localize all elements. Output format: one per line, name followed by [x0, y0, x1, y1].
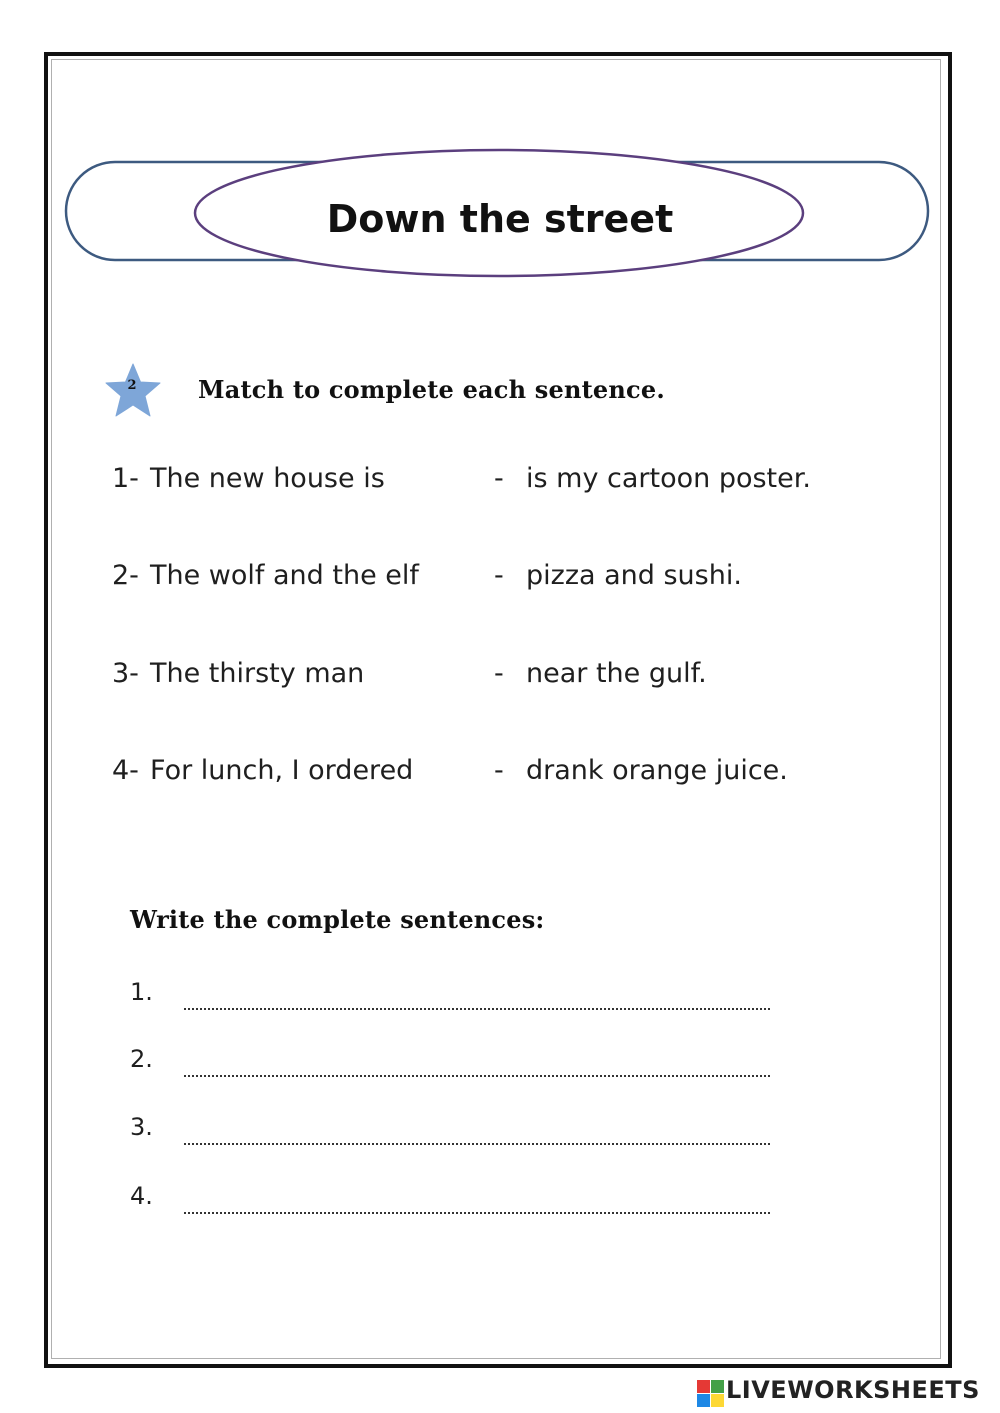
match-left-text: The thirsty man — [150, 658, 365, 689]
match-row — [0, 560, 1000, 600]
match-row — [0, 755, 1000, 795]
answer-row — [0, 1113, 1000, 1163]
logo-block — [697, 1394, 710, 1407]
logo-block — [711, 1380, 724, 1393]
logo-block — [697, 1380, 710, 1393]
match-right-text: is my cartoon poster. — [526, 463, 811, 494]
match-number: 1- — [112, 463, 139, 494]
match-right-text: pizza and sushi. — [526, 560, 742, 591]
answer-row — [0, 978, 1000, 1028]
match-dash: - — [494, 658, 504, 689]
match-number: 2- — [112, 560, 139, 591]
match-dash: - — [494, 755, 504, 786]
answer-number: 1. — [130, 978, 153, 1006]
answer-number: 2. — [130, 1045, 153, 1073]
match-left-text: For lunch, I ordered — [150, 755, 414, 786]
match-number: 4- — [112, 755, 139, 786]
answer-row — [0, 1045, 1000, 1095]
answer-row — [0, 1182, 1000, 1232]
match-left-text: The new house is — [150, 463, 385, 494]
write-heading: Write the complete sentences: — [130, 905, 545, 934]
answer-number: 4. — [130, 1182, 153, 1210]
answer-line[interactable] — [184, 1212, 770, 1214]
match-number: 3- — [112, 658, 139, 689]
match-right-text: drank orange juice. — [526, 755, 788, 786]
logo-block — [711, 1394, 724, 1407]
match-right-text: near the gulf. — [526, 658, 707, 689]
match-left-text: The wolf and the elf — [150, 560, 419, 591]
match-dash: - — [494, 560, 504, 591]
answer-line[interactable] — [184, 1008, 770, 1010]
instruction-heading: Match to complete each sentence. — [198, 375, 665, 404]
footer-brand: LIVEWORKSHEETS — [726, 1376, 980, 1404]
exercise-number: 2 — [127, 378, 137, 393]
answer-number: 3. — [130, 1113, 153, 1141]
answer-line[interactable] — [184, 1075, 770, 1077]
match-row — [0, 463, 1000, 503]
match-row — [0, 658, 1000, 698]
page-title: Down the street — [326, 197, 674, 241]
match-dash: - — [494, 463, 504, 494]
answer-line[interactable] — [184, 1143, 770, 1145]
